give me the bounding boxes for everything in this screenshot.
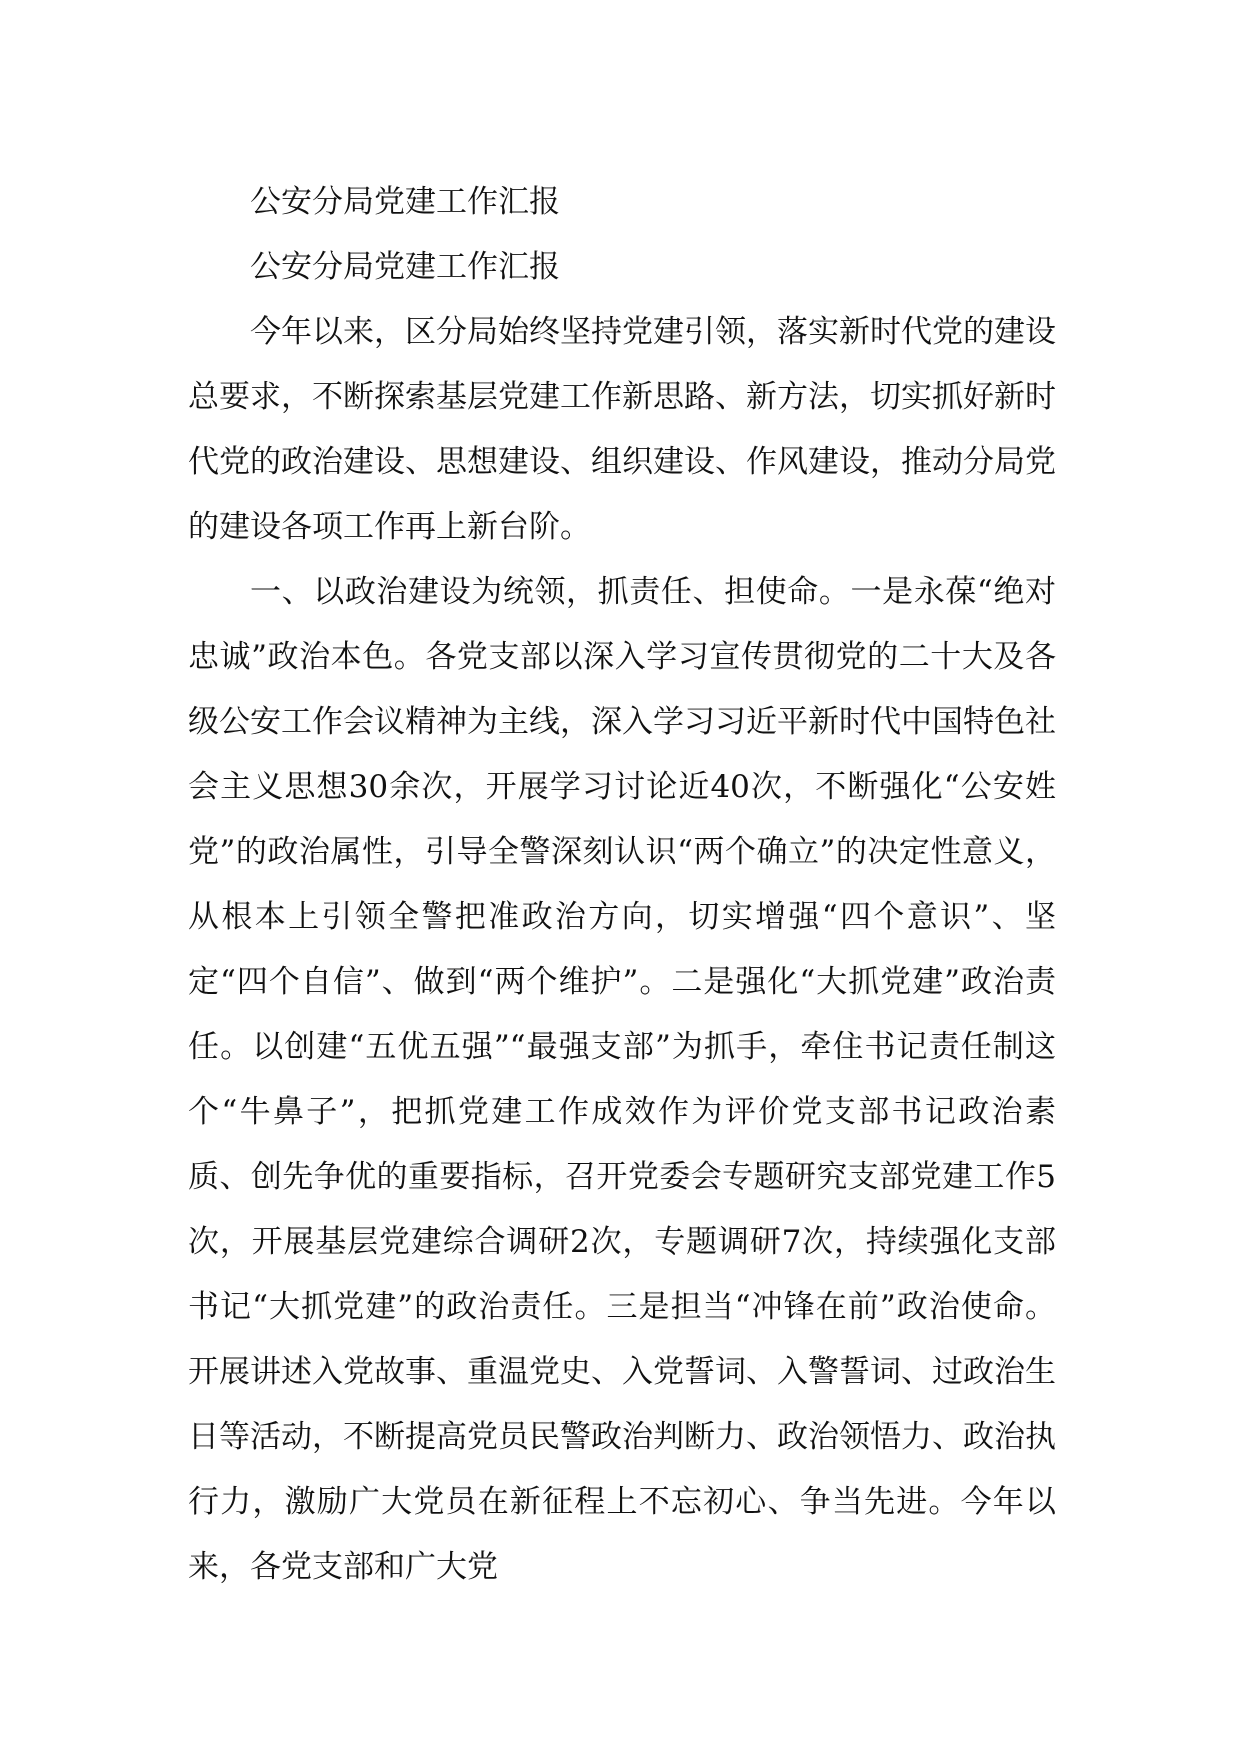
document-title: 公安分局党建工作汇报 <box>250 184 560 220</box>
document-body <box>188 170 1056 1600</box>
paragraph-section-one: 一、以政治建设为统领，抓责任、担使命。一是永葆“绝对忠诚”政治本色。各党支部以深入学习宣传贯彻党的二十大及各级公安工作会议精神为主线，深入学习习近平新时代中国特色社会主义思想30余次，开展学习讨论近40次，不断强化“公安姓党”的政治属性，引导全警深刻认识“两个确立”的决定性意义，从根本上引领全警把准政治方向，切实增强“四个意识”、坚定“四个自信”、做到“两个维护”。二是强化“大抓党建”政治责任。以创建“五优五强”“最强支部”为抓手，牵住书记责任制这个“牛鼻子”，把抓党建工作成效作为评价党支部书记政治素质、创先争优的重要指标，召开党委会专题研究支部党建工作5次，开展基层党建综合调研2次，专题调研7次，持续强化支部书记“大抓党建”的政治责任。三是担当“冲锋在前”政治使命。开展讲述入党故事、重温党史、入党誓词、入警誓词、过政治生日等活动，不断提高党员民警政治判断力、政治领悟力、政治执行力，激励广大党员在新征程上不忘初心、争当先进。今年以来，各党支部和广大党 <box>188 574 1056 1585</box>
document-subtitle: 公安分局党建工作汇报 <box>250 249 560 285</box>
paragraph-intro: 今年以来，区分局始终坚持党建引领，落实新时代党的建设总要求，不断探索基层党建工作新思路、新方法，切实抓好新时代党的政治建设、思想建设、组织建设、作风建设，推动分局党的建设各项工作再上新台阶。 <box>188 314 1056 545</box>
